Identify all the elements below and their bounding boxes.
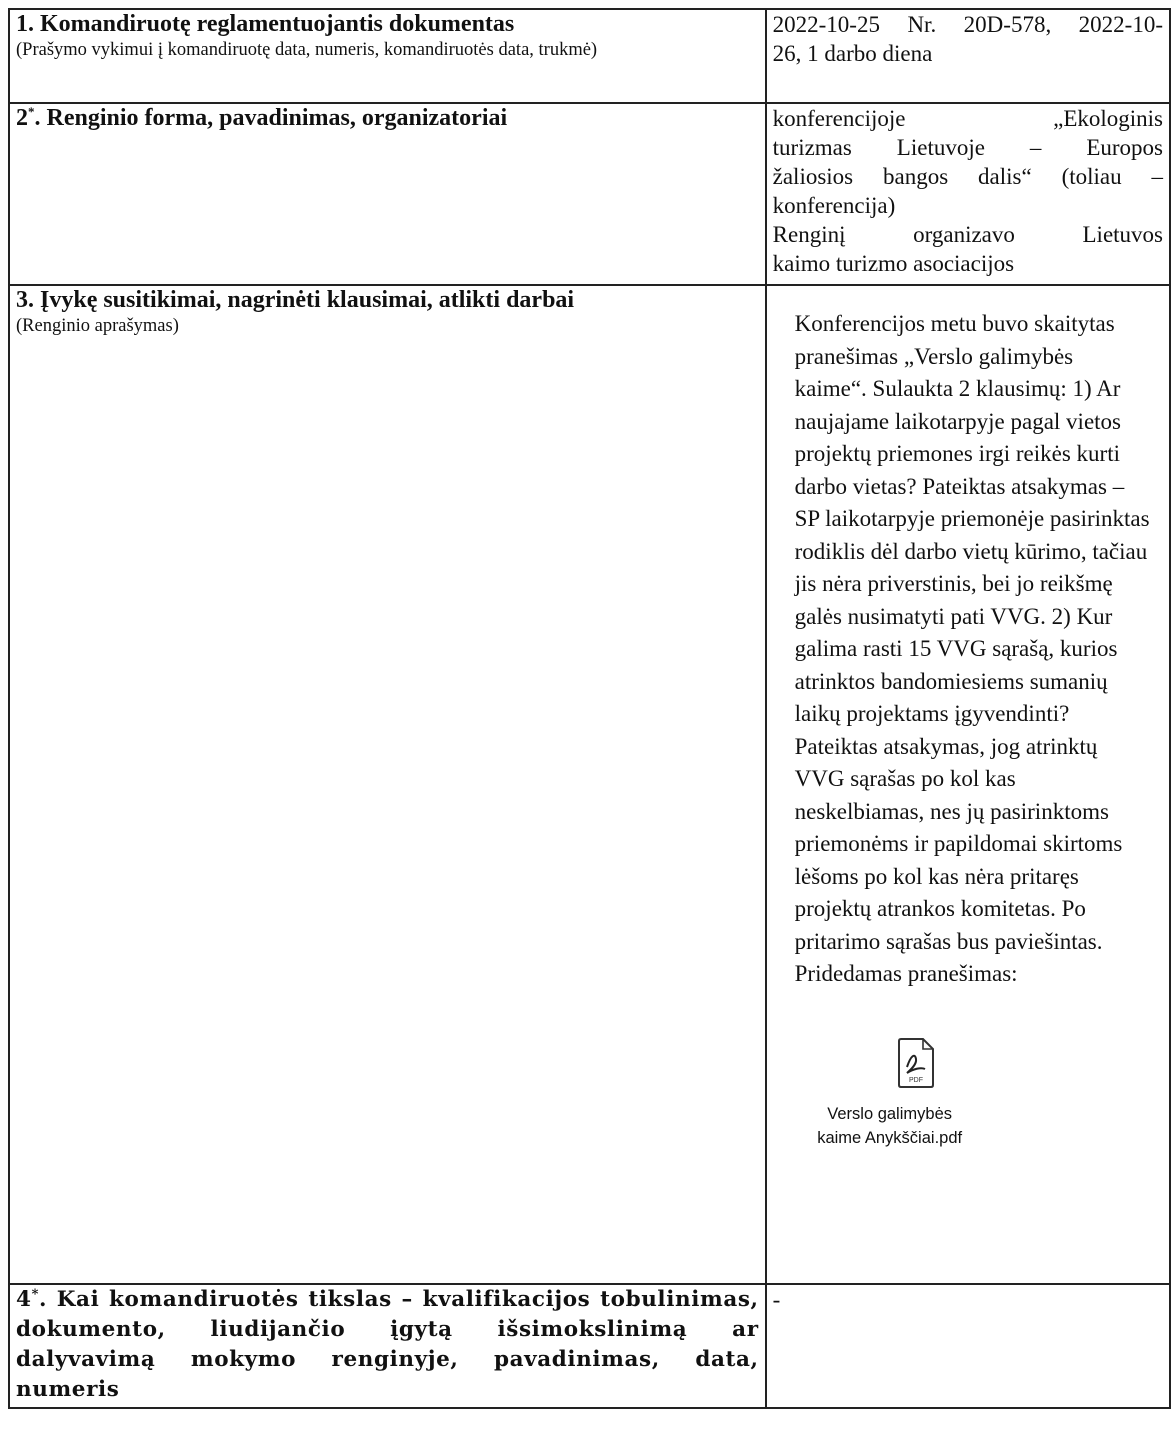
row-4-value: - — [772, 1287, 781, 1312]
row-4-number: 4 — [16, 1287, 32, 1312]
pdf-file-icon[interactable] — [895, 1037, 937, 1089]
event-description: Konferencijos metu buvo skaitytas pranešimas „Verslo galimybės kaime“. Sulaukta 2 klausimų: 1) Ar naujajame laikotarpyje pagal vietos projektų priemones irgi reikės kurti darbo vietas? Pateiktas atsakymas – SP laikotarpyje priemonėje pasirinktas rodiklis dėl darbo vietų kūrimo, tačiau jis nėra priverstinis, bei jo reikšmę galės nusimatyti pati VVG. 2) Kur galima rasti 15 VVG sąrašą, kurios atrinktos bandomiesiems sumanių laikų projektams įgyvendinti? Pateiktas atsakymas, jog atrinktų VVG sąrašas po kol kas neskelbiamas, nes jų pasirinktoms priemonėms ir papildomai skirtoms lėšoms po kol kas nėra pritaręs projektų atrankos komitetas. Po pritarimo sąrašas bus paviešintas. Pridedamas pranešimas: — [794, 311, 1150, 986]
row-2-value-line: konferencija) — [772, 193, 896, 218]
row-2-value-line: konferencijoje „Ekologinis — [772, 106, 1163, 131]
row-2-value-line: kaimo turizmo asociacijos — [772, 251, 1015, 276]
row-3-value-cell — [766, 285, 1170, 1284]
row-4-title-text: . Kai komandiruotės tikslas – kvalifikacijos tobulinimas, dokumento, liudijančio įgytą išsimokslinimą ar dalyvavimą mokymo renginyje, pavadinimas, data, numeris — [16, 1287, 759, 1402]
row-4-footnote-mark: * — [31, 1286, 39, 1302]
attachment-filename-line: Verslo galimybės — [827, 1104, 952, 1123]
report-page — [8, 8, 1171, 1409]
row-2-value-cell — [766, 103, 1170, 285]
row-3-title-text: Įvykę susitikimai, nagrinėti klausimai, atlikti darbai — [34, 287, 575, 313]
table-row — [9, 1284, 1170, 1408]
pdf-attachment[interactable] — [785, 1037, 995, 1150]
table-row — [9, 285, 1170, 1284]
attachment-filename[interactable] — [785, 1102, 995, 1150]
row-1-value-line: 2022-10-25 Nr. 20D-578, 2022-10- — [772, 12, 1163, 37]
row-1-title-text: Komandiruotę reglamentuojantis dokumentas — [34, 11, 515, 37]
row-2-footnote-mark: * — [28, 104, 35, 119]
row-2-value-line: Renginį organizavo Lietuvos — [772, 222, 1163, 247]
row-3-title — [16, 286, 759, 315]
pdf-icon-label: PDF — [908, 1076, 923, 1084]
row-2-value-line: žaliosios bangos dalis“ (toliau – — [772, 164, 1163, 189]
row-4-title — [16, 1285, 759, 1405]
row-1-label-cell — [9, 9, 766, 103]
attachment-filename-line: kaime Anykščiai.pdf — [817, 1128, 963, 1147]
row-1-value-line: 26, 1 darbo diena — [772, 41, 933, 66]
row-3-label-cell — [9, 285, 766, 1284]
business-trip-report-table — [8, 8, 1171, 1409]
row-4-value-cell — [766, 1284, 1170, 1408]
row-2-value-line: turizmas Lietuvoje – Europos — [772, 135, 1163, 160]
row-2-title-text: . Renginio forma, pavadinimas, organizatoriai — [34, 105, 508, 131]
row-1-value-cell — [766, 9, 1170, 103]
table-row — [9, 9, 1170, 103]
row-4-label-cell — [9, 1284, 766, 1408]
row-2-label-cell — [9, 103, 766, 285]
row-3-subtitle: (Renginio aprašymas) — [16, 316, 179, 336]
row-1-title — [16, 10, 759, 39]
table-row — [9, 103, 1170, 285]
row-1-number: 1. — [16, 11, 34, 37]
row-2-title — [16, 104, 759, 133]
row-2-number: 2 — [16, 105, 28, 131]
row-3-number: 3. — [16, 287, 34, 313]
row-1-subtitle: (Prašymo vykimui į komandiruotę data, numeris, komandiruotės data, trukmė) — [16, 40, 598, 60]
